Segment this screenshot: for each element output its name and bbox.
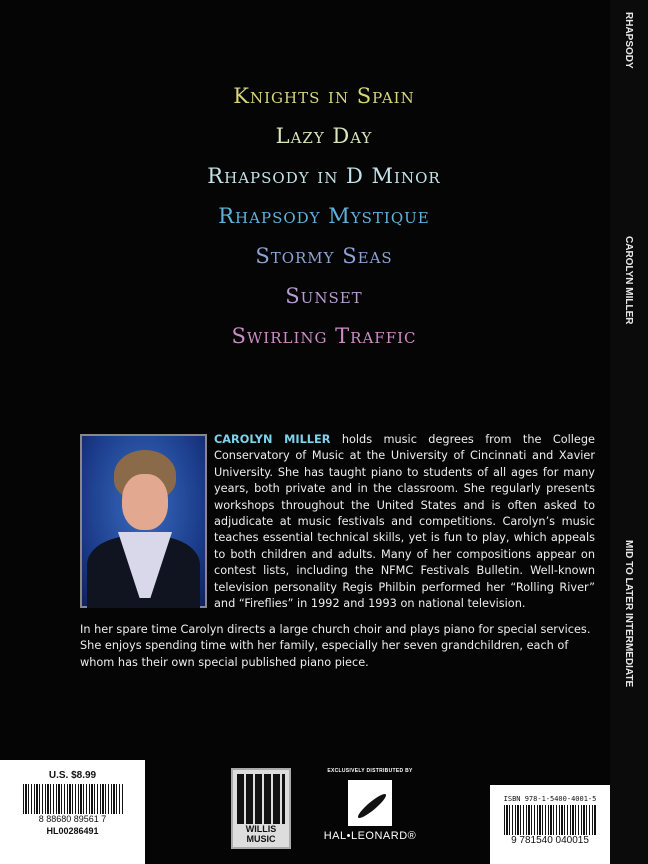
hal-leonard-name: HAL•LEONARD® — [323, 830, 417, 842]
willis-music-logo: WILLIS MUSIC — [231, 768, 291, 849]
upc-barcode — [23, 784, 123, 814]
upc-number: 8 88680 89561 7 — [38, 814, 107, 824]
hal-leonard-logo — [320, 768, 420, 842]
bio-paragraph: holds music degrees from the College Conservatory of Music at the University of Cincinnati and Xavier University. She has taught piano to students of all ages for many years, both private and in the classroom. She regularly presents workshops throughout the United States and is often asked to adjudicate at music festivals and competitions. Carolyn’s music teaches essential technical skills, yet is fun to play, which appeals to both children and adults. Many of her compositions appear on contest lists, including the NFMC Festivals Bulletin. Well-known television personality Regis Philbin performed her “Rolling River” and “Fireflies” in 1992 and 1993 on national television. — [214, 433, 595, 611]
bio-paragraph-2: In her spare time Carolyn directs a large church choir and plays piano for special services. She enjoys spending time with her family, especially her seven grandchildren, each of whom has their own special published piano piece. — [80, 623, 591, 669]
spine-author: CAROLYN MILLER — [623, 236, 634, 325]
isbn-barcode — [504, 805, 596, 835]
author-bio — [214, 432, 595, 612]
isbn-barcode-box — [490, 785, 610, 864]
product-code: HL00286491 — [46, 826, 99, 836]
author-photo — [80, 434, 207, 608]
song-list — [0, 78, 648, 358]
hal-leonard-mark — [348, 780, 392, 826]
distributed-label: EXCLUSIVELY DISTRIBUTED BY — [327, 768, 413, 774]
song-title: Swirling Traffic — [231, 324, 417, 348]
spine-title: RHAPSODY — [623, 12, 634, 69]
isbn-number: 9 781540 040015 — [511, 835, 589, 846]
price: U.S. $8.99 — [48, 770, 97, 781]
song-title: Knights in Spain — [233, 84, 415, 108]
song-title: Stormy Seas — [255, 244, 393, 268]
song-title: Rhapsody in D Minor — [207, 164, 441, 188]
song-title: Lazy Day — [275, 124, 373, 148]
song-title: Rhapsody Mystique — [218, 204, 430, 228]
song-title: Sunset — [285, 284, 363, 308]
author-name: CAROLYN MILLER — [214, 433, 331, 446]
isbn-label: ISBN 978-1-5400-4001-5 — [503, 795, 597, 803]
price-barcode-box — [0, 760, 145, 864]
spine-level: MID TO LATER INTERMEDIATE — [623, 540, 634, 688]
